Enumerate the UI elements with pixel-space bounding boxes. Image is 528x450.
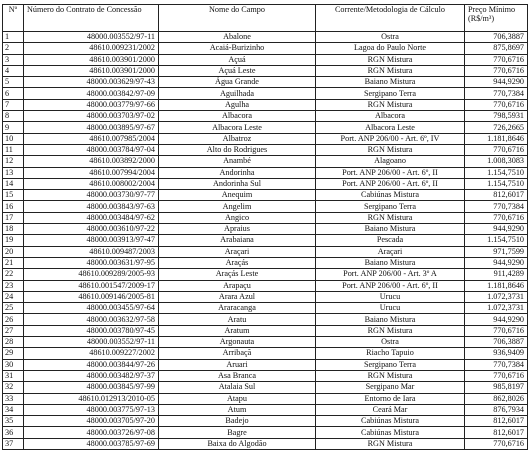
cell-method: RGN Mistura (316, 325, 465, 336)
table-row (3, 269, 528, 280)
cell-method: RGN Mistura (316, 438, 465, 449)
cell-contract: 48000.003775/97-13 (24, 404, 159, 415)
cell-field-name: Alto do Rodrigues (159, 144, 316, 155)
cell-method: Baiano Mistura (316, 224, 465, 235)
cell-price: 1.181,8646 (465, 280, 528, 291)
cell-method: Cabiúnas Mistura (316, 190, 465, 201)
cell-number: 6 (3, 88, 24, 99)
cell-field-name: Apraius (159, 224, 316, 235)
cell-number: 11 (3, 144, 24, 155)
cell-method: Port. ANP 206/00 - Art. 6º, II (316, 280, 465, 291)
cell-field-name: Badejo (159, 416, 316, 427)
table-row (3, 348, 528, 359)
cell-method: Port. ANP 206/00 - Art. 6º, II (316, 178, 465, 189)
cell-contract: 48000.003895/97-67 (24, 122, 159, 133)
cell-method: Riacho Tapuio (316, 348, 465, 359)
cell-contract: 48000.003610/97-22 (24, 224, 159, 235)
table-row (3, 156, 528, 167)
cell-price: 1.008,3083 (465, 156, 528, 167)
cell-contract: 48610.007985/2004 (24, 133, 159, 144)
cell-contract: 48000.003705/97-20 (24, 416, 159, 427)
table-header-row (3, 5, 528, 32)
table-row (3, 337, 528, 348)
cell-number: 27 (3, 325, 24, 336)
cell-price: 1.154,7510 (465, 178, 528, 189)
cell-price: 812,6017 (465, 427, 528, 438)
cell-price: 812,6017 (465, 416, 528, 427)
cell-field-name: Araçás Leste (159, 269, 316, 280)
cell-number: 4 (3, 65, 24, 76)
cell-number: 18 (3, 224, 24, 235)
cell-contract: 48610.009487/2003 (24, 246, 159, 257)
cell-contract: 48000.003730/97-77 (24, 190, 159, 201)
cell-contract: 48000.003913/97-47 (24, 235, 159, 246)
table-row (3, 167, 528, 178)
cell-field-name: Açuá Leste (159, 65, 316, 76)
cell-contract: 48000.003785/97-69 (24, 438, 159, 449)
cell-number: 35 (3, 416, 24, 427)
cell-field-name: Andorinha (159, 167, 316, 178)
cell-number: 19 (3, 235, 24, 246)
cell-price: 770,7384 (465, 201, 528, 212)
cell-price: 1.072,3731 (465, 303, 528, 314)
cell-contract: 48000.003780/97-45 (24, 325, 159, 336)
cell-price: 770,6716 (465, 65, 528, 76)
cell-method: Albacora (316, 111, 465, 122)
cell-number: 25 (3, 303, 24, 314)
cell-field-name: Bagre (159, 427, 316, 438)
cell-contract: 48610.003892/2000 (24, 156, 159, 167)
cell-number: 16 (3, 201, 24, 212)
cell-method: Cabiúnas Mistura (316, 416, 465, 427)
cell-number: 36 (3, 427, 24, 438)
cell-contract: 48610.008002/2004 (24, 178, 159, 189)
cell-field-name: Asa Branca (159, 370, 316, 381)
cell-field-name: Atum (159, 404, 316, 415)
cell-number: 20 (3, 246, 24, 257)
cell-method: Ostra (316, 32, 465, 43)
cell-field-name: Acaiá-Burizinho (159, 43, 316, 54)
cell-contract: 48610.012913/2010-05 (24, 393, 159, 404)
cell-number: 12 (3, 156, 24, 167)
cell-number: 22 (3, 269, 24, 280)
cell-field-name: Açuá (159, 54, 316, 65)
cell-contract: 48000.003842/97-09 (24, 88, 159, 99)
cell-price: 706,3887 (465, 32, 528, 43)
cell-price: 875,8697 (465, 43, 528, 54)
cell-number: 15 (3, 190, 24, 201)
table-row (3, 235, 528, 246)
cell-number: 37 (3, 438, 24, 449)
cell-method: RGN Mistura (316, 212, 465, 223)
cell-method: Baiano Mistura (316, 257, 465, 268)
cell-price: 1.181,8646 (465, 133, 528, 144)
cell-method: Entorno de Iara (316, 393, 465, 404)
cell-price: 706,3887 (465, 337, 528, 348)
price-table (2, 4, 528, 450)
table-row (3, 43, 528, 54)
cell-contract: 48000.003484/97-62 (24, 212, 159, 223)
table-row (3, 257, 528, 268)
cell-number: 32 (3, 382, 24, 393)
cell-contract: 48000.003552/97-11 (24, 32, 159, 43)
table-row (3, 88, 528, 99)
cell-price: 770,6716 (465, 99, 528, 110)
table-row (3, 303, 528, 314)
cell-number: 2 (3, 43, 24, 54)
table-row (3, 382, 528, 393)
table-row (3, 280, 528, 291)
cell-contract: 48000.003784/97-04 (24, 144, 159, 155)
cell-number: 34 (3, 404, 24, 415)
cell-field-name: Atalaia Sul (159, 382, 316, 393)
cell-price: 812,6017 (465, 190, 528, 201)
table-row (3, 314, 528, 325)
table-row (3, 246, 528, 257)
cell-field-name: Arara Azul (159, 291, 316, 302)
cell-price: 798,5931 (465, 111, 528, 122)
cell-contract: 48000.003631/97-95 (24, 257, 159, 268)
table-row (3, 416, 528, 427)
cell-contract: 48000.003844/97-26 (24, 359, 159, 370)
cell-number: 26 (3, 314, 24, 325)
cell-number: 7 (3, 99, 24, 110)
cell-field-name: Angelim (159, 201, 316, 212)
cell-field-name: Atapu (159, 393, 316, 404)
cell-number: 29 (3, 348, 24, 359)
cell-price: 944,9290 (465, 257, 528, 268)
cell-method: RGN Mistura (316, 144, 465, 155)
cell-price: 944,9290 (465, 77, 528, 88)
table-row (3, 144, 528, 155)
header-field-name: Nome do Campo (159, 5, 316, 32)
cell-number: 28 (3, 337, 24, 348)
cell-contract: 48610.001547/2009-17 (24, 280, 159, 291)
cell-field-name: Aratum (159, 325, 316, 336)
cell-method: Sergipano Terra (316, 359, 465, 370)
cell-field-name: Argonauta (159, 337, 316, 348)
cell-price: 770,6716 (465, 370, 528, 381)
cell-field-name: Aguilhada (159, 88, 316, 99)
cell-field-name: Anequim (159, 190, 316, 201)
cell-contract: 48610.007994/2004 (24, 167, 159, 178)
cell-number: 5 (3, 77, 24, 88)
table-row (3, 133, 528, 144)
cell-method: Sergipano Mar (316, 382, 465, 393)
cell-contract: 48610.009146/2005-81 (24, 291, 159, 302)
cell-field-name: Arabaiana (159, 235, 316, 246)
document-page (2, 4, 524, 450)
cell-field-name: Araçás (159, 257, 316, 268)
cell-number: 21 (3, 257, 24, 268)
cell-price: 944,9290 (465, 224, 528, 235)
cell-method: Cabiúnas Mistura (316, 427, 465, 438)
cell-contract: 48000.003552/97-11 (24, 337, 159, 348)
table-row (3, 393, 528, 404)
cell-price: 936,9409 (465, 348, 528, 359)
header-method: Corrente/Metodologia de Cálculo (316, 5, 465, 32)
cell-contract: 48610.009231/2002 (24, 43, 159, 54)
cell-price: 862,8026 (465, 393, 528, 404)
cell-price: 1.072,3731 (465, 291, 528, 302)
cell-number: 24 (3, 291, 24, 302)
cell-contract: 48000.003703/97-02 (24, 111, 159, 122)
header-price: Preço Mínimo (R$/m³) (465, 5, 528, 32)
cell-price: 770,6716 (465, 438, 528, 449)
table-row (3, 99, 528, 110)
table-row (3, 32, 528, 43)
cell-number: 10 (3, 133, 24, 144)
cell-field-name: Arribaçã (159, 348, 316, 359)
cell-price: 726,2665 (465, 122, 528, 133)
table-row (3, 291, 528, 302)
cell-price: 1.154,7510 (465, 235, 528, 246)
cell-field-name: Albacora (159, 111, 316, 122)
cell-method: Port. ANP 206/00 - Art. 6º, II (316, 167, 465, 178)
table-row (3, 404, 528, 415)
cell-number: 8 (3, 111, 24, 122)
cell-field-name: Araçari (159, 246, 316, 257)
cell-number: 13 (3, 167, 24, 178)
cell-number: 23 (3, 280, 24, 291)
cell-contract: 48610.003901/2000 (24, 54, 159, 65)
cell-price: 770,6716 (465, 54, 528, 65)
cell-contract: 48610.003901/2000 (24, 65, 159, 76)
cell-field-name: Aruari (159, 359, 316, 370)
table-row (3, 77, 528, 88)
cell-contract: 48000.003726/97-08 (24, 427, 159, 438)
cell-contract: 48000.003482/97-37 (24, 370, 159, 381)
cell-method: RGN Mistura (316, 370, 465, 381)
cell-method: RGN Mistura (316, 99, 465, 110)
cell-method: Baiano Mistura (316, 77, 465, 88)
cell-field-name: Albacora Leste (159, 122, 316, 133)
table-body (3, 32, 528, 450)
table-row (3, 111, 528, 122)
cell-method: Alagoano (316, 156, 465, 167)
cell-field-name: Agulha (159, 99, 316, 110)
cell-method: Baiano Mistura (316, 314, 465, 325)
cell-method: Urucu (316, 303, 465, 314)
cell-contract: 48610.009289/2005-93 (24, 269, 159, 280)
cell-method: Port. ANP 206/00 - Art. 3º A (316, 269, 465, 280)
cell-price: 770,6716 (465, 144, 528, 155)
cell-price: 971,7599 (465, 246, 528, 257)
cell-number: 30 (3, 359, 24, 370)
cell-field-name: Andorinha Sul (159, 178, 316, 189)
cell-price: 770,7384 (465, 359, 528, 370)
cell-price: 911,4289 (465, 269, 528, 280)
cell-field-name: Albatroz (159, 133, 316, 144)
cell-field-name: Angico (159, 212, 316, 223)
cell-field-name: Araracanga (159, 303, 316, 314)
cell-method: RGN Mistura (316, 54, 465, 65)
cell-price: 985,8197 (465, 382, 528, 393)
table-row (3, 178, 528, 189)
table-row (3, 427, 528, 438)
cell-price: 770,7384 (465, 88, 528, 99)
cell-method: Lagoa do Paulo Norte (316, 43, 465, 54)
cell-number: 3 (3, 54, 24, 65)
cell-method: RGN Mistura (316, 65, 465, 76)
cell-number: 17 (3, 212, 24, 223)
table-row (3, 122, 528, 133)
table-row (3, 54, 528, 65)
cell-method: Sergipano Terra (316, 88, 465, 99)
cell-price: 1.154,7510 (465, 167, 528, 178)
cell-price: 770,6716 (465, 212, 528, 223)
table-row (3, 359, 528, 370)
cell-price: 770,6716 (465, 325, 528, 336)
cell-method: Sergipano Terra (316, 201, 465, 212)
cell-method: Pescada (316, 235, 465, 246)
cell-method: Urucu (316, 291, 465, 302)
cell-number: 33 (3, 393, 24, 404)
cell-contract: 48610.009227/2002 (24, 348, 159, 359)
cell-field-name: Água Grande (159, 77, 316, 88)
cell-contract: 48000.003455/97-64 (24, 303, 159, 314)
cell-method: Ostra (316, 337, 465, 348)
cell-contract: 48000.003845/97-99 (24, 382, 159, 393)
cell-method: Araçari (316, 246, 465, 257)
header-number: Nº (3, 5, 24, 32)
cell-method: Ceará Mar (316, 404, 465, 415)
cell-contract: 48000.003629/97-43 (24, 77, 159, 88)
table-row (3, 190, 528, 201)
cell-contract: 48000.003632/97-58 (24, 314, 159, 325)
cell-number: 9 (3, 122, 24, 133)
header-contract: Número do Contrato de Concessão (24, 5, 159, 32)
cell-field-name: Anambé (159, 156, 316, 167)
cell-contract: 48000.003779/97-66 (24, 99, 159, 110)
table-row (3, 370, 528, 381)
table-row (3, 438, 528, 449)
cell-price: 876,7934 (465, 404, 528, 415)
cell-field-name: Aratu (159, 314, 316, 325)
table-row (3, 212, 528, 223)
table-row (3, 65, 528, 76)
table-row (3, 224, 528, 235)
cell-field-name: Baixa do Algodão (159, 438, 316, 449)
cell-field-name: Abalone (159, 32, 316, 43)
cell-contract: 48000.003843/97-63 (24, 201, 159, 212)
cell-number: 14 (3, 178, 24, 189)
cell-price: 944,9290 (465, 314, 528, 325)
cell-number: 31 (3, 370, 24, 381)
cell-method: Port. ANP 206/00 - Art. 6º, IV (316, 133, 465, 144)
table-row (3, 325, 528, 336)
cell-number: 1 (3, 32, 24, 43)
table-row (3, 201, 528, 212)
cell-field-name: Arapaçu (159, 280, 316, 291)
cell-method: Albacora Leste (316, 122, 465, 133)
